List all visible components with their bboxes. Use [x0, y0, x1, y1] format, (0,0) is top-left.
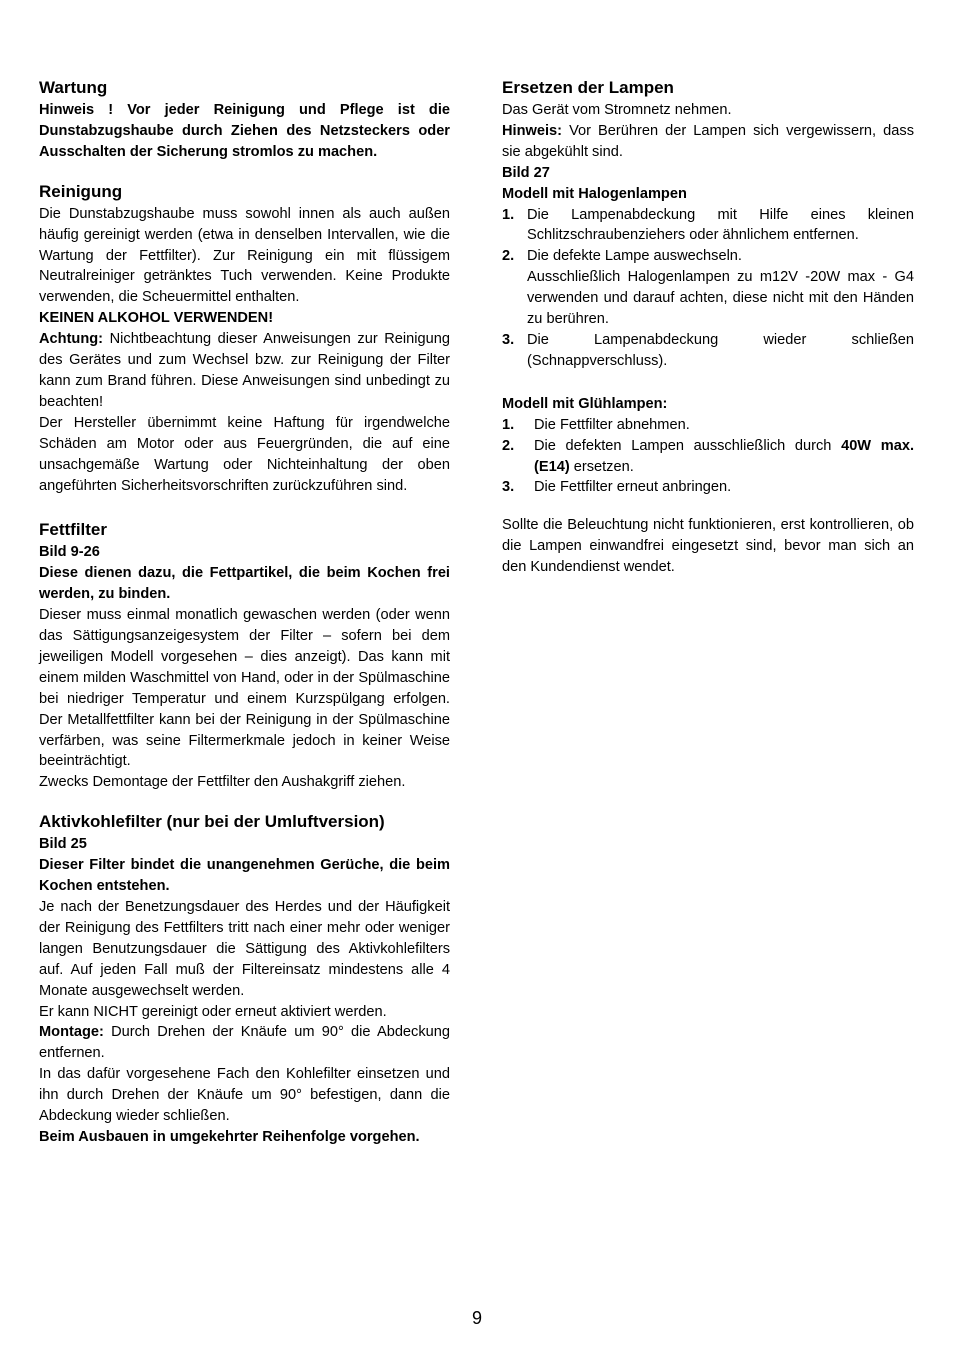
list-item — [502, 477, 914, 498]
aktivkohle-paragraph-3: In das dafür vorgesehene Fach den Kohlefilter einsetzen und ihn durch Drehen der Knäufe um 90° befestigen, dann die Abdeckung wieder schließen. — [39, 1066, 450, 1125]
section-heading-reinigung: Reinigung — [39, 181, 123, 201]
lampen-paragraph-1: Das Gerät vom Stromnetz nehmen. — [502, 102, 732, 118]
step-text: Die defekte Lampe auswechseln. — [527, 248, 742, 265]
left-column — [39, 76, 450, 1148]
reinigung-warning: KEINEN ALKOHOL VERWENDEN! — [39, 310, 274, 327]
step-text-2: Ausschließlich Halogenlampen zu m12V -20W max - G4 verwenden und darauf achten, diese nicht mit den Händen zu berühren. — [527, 269, 914, 328]
aktivkohle-intro: Dieser Filter bindet die unangenehmen Gerüche, die beim Kochen entstehen. — [39, 857, 450, 895]
halogen-steps — [502, 205, 914, 372]
gluh-steps — [502, 415, 914, 499]
list-item — [502, 205, 914, 247]
reinigung-paragraph-1: Die Dunstabzugshaube muss sowohl innen als auch außen häufig gereinigt werden (etwa in denselben Intervallen, wie die Wartung der Fettfilter). Zur Reinigung ein mit flüssigem Neutralreiniger getränktes Tuch verwenden. Keine Produkte verwenden, die Scheuermittel enthalten. — [39, 205, 450, 306]
montage-text: Durch Drehen der Knäufe um 90° die Abdeckung entfernen. — [39, 1024, 450, 1062]
list-item — [502, 436, 914, 478]
step-text: Die Lampenabdeckung wieder schließen (Schnappverschluss). — [527, 331, 914, 369]
section-heading-lampen: Ersetzen der Lampen — [502, 78, 674, 97]
gluh-title: Modell mit Glühlampen: — [502, 395, 668, 412]
wartung-hinweis: Hinweis ! Vor jeder Reinigung und Pflege ist die Dunstabzugshaube durch Ziehen des Netzsteckers oder Ausschalten der Sicherung stromlos zu machen. — [39, 102, 450, 160]
aktivkohle-montage — [39, 1022, 450, 1064]
step-text-end: ersetzen. — [569, 458, 634, 475]
hinweis-label: Hinweis: — [502, 122, 563, 139]
achtung-text: Nichtbeachtung dieser Anweisungen zur Reinigung des Gerätes und zum Wechsel bzw. zur Reinigung der Filter kann zum Brand führen. Diese Anweisungen sind unbedingt zu beachten! — [39, 331, 450, 410]
page-number: 9 — [471, 1308, 482, 1328]
step-text: Die Fettfilter erneut anbringen. — [534, 479, 732, 496]
lampen-bild: Bild 27 — [502, 164, 550, 181]
aktivkohle-paragraph-2: Er kann NICHT gereinigt oder erneut aktiviert werden. — [39, 1003, 387, 1020]
list-item — [502, 415, 914, 436]
section-heading-fettfilter: Fettfilter — [39, 520, 107, 540]
aktivkohle-bild: Bild 25 — [39, 836, 87, 853]
achtung-label: Achtung: — [39, 331, 104, 348]
aktivkohle-final: Beim Ausbauen in umgekehrter Reihenfolge vorgehen. — [39, 1128, 420, 1145]
fettfilter-intro: Diese dienen dazu, die Fettpartikel, die beim Kochen frei werden, zu binden. — [39, 565, 450, 603]
step-text: Die Fettfilter abnehmen. — [534, 416, 690, 433]
step-number: 1. — [502, 206, 515, 223]
lampen-final: Sollte die Beleuchtung nicht funktionieren, erst kontrollieren, ob die Lampen einwandfrei eingesetzt sind, bevor man sich an den Kundendienst wendet. — [502, 517, 914, 576]
right-column — [502, 76, 914, 578]
section-heading-aktivkohle: Aktivkohlefilter (nur bei der Umluftversion) — [39, 812, 385, 832]
halogen-title: Modell mit Halogenlampen — [502, 185, 687, 202]
montage-label: Montage: — [39, 1024, 104, 1041]
section-heading-wartung: Wartung — [39, 78, 108, 97]
step-text: Die Lampenabdeckung mit Hilfe eines kleinen Schlitzschraubenziehers oder ähnlichem entfernen. — [527, 206, 914, 244]
lampen-hinweis — [502, 121, 914, 163]
list-item — [502, 330, 914, 372]
reinigung-paragraph-2: Der Hersteller übernimmt keine Haftung für irgendwelche Schäden am Motor oder aus Feuergründen, die auf eine unsachgemäße Wartung oder Nichteinhaltung der oben angeführten Sicherheitsvorschriften zurückzuführen sind. — [39, 414, 450, 494]
step-number: 3. — [502, 479, 515, 496]
fettfilter-paragraph-2: Zwecks Demontage der Fettfilter den Aushakgriff ziehen. — [39, 774, 406, 791]
step-number: 2. — [502, 248, 515, 265]
fettfilter-paragraph-1: Dieser muss einmal monatlich gewaschen werden (oder wenn das Sättigungsanzeigesystem der Filter – sofern bei dem jeweiligen Modell vorgesehen – dies anzeigt). Das kann mit einem milden Waschmittel von Hand, oder in der Spülmaschine bei niedriger Temperatur und einem Kurzspülgang erfolgen. Der Metallfettfilter kann bei der Reinigung in der Spülmaschine verfärben, was seine Filtermerkmale jedoch in keiner Weise beeinträchtigt. — [39, 607, 450, 770]
step-number: 2. — [502, 437, 515, 454]
hinweis-text: Vor Berühren der Lampen sich vergewissern, dass sie abgekühlt sind. — [502, 122, 914, 160]
reinigung-achtung — [39, 329, 450, 413]
step-text: Die defekten Lampen ausschließlich durch — [534, 437, 842, 454]
aktivkohle-paragraph-1: Je nach der Benetzungsdauer des Herdes und der Häufigkeit der Reinigung des Fettfilters tritt nach einer mehr oder weniger langen Benutzungsdauer die Sättigung des Aktivkohlefilters auf. Auf jeden Fall muß der Filtereinsatz mindestens alle 4 Monate ausgewechselt werden. — [39, 899, 450, 999]
step-text-bold: 40W max.(E14) — [534, 437, 915, 475]
list-item — [502, 246, 914, 330]
step-number: 1. — [502, 416, 515, 433]
fettfilter-bild: Bild 9-26 — [39, 544, 100, 561]
step-number: 3. — [502, 331, 515, 348]
